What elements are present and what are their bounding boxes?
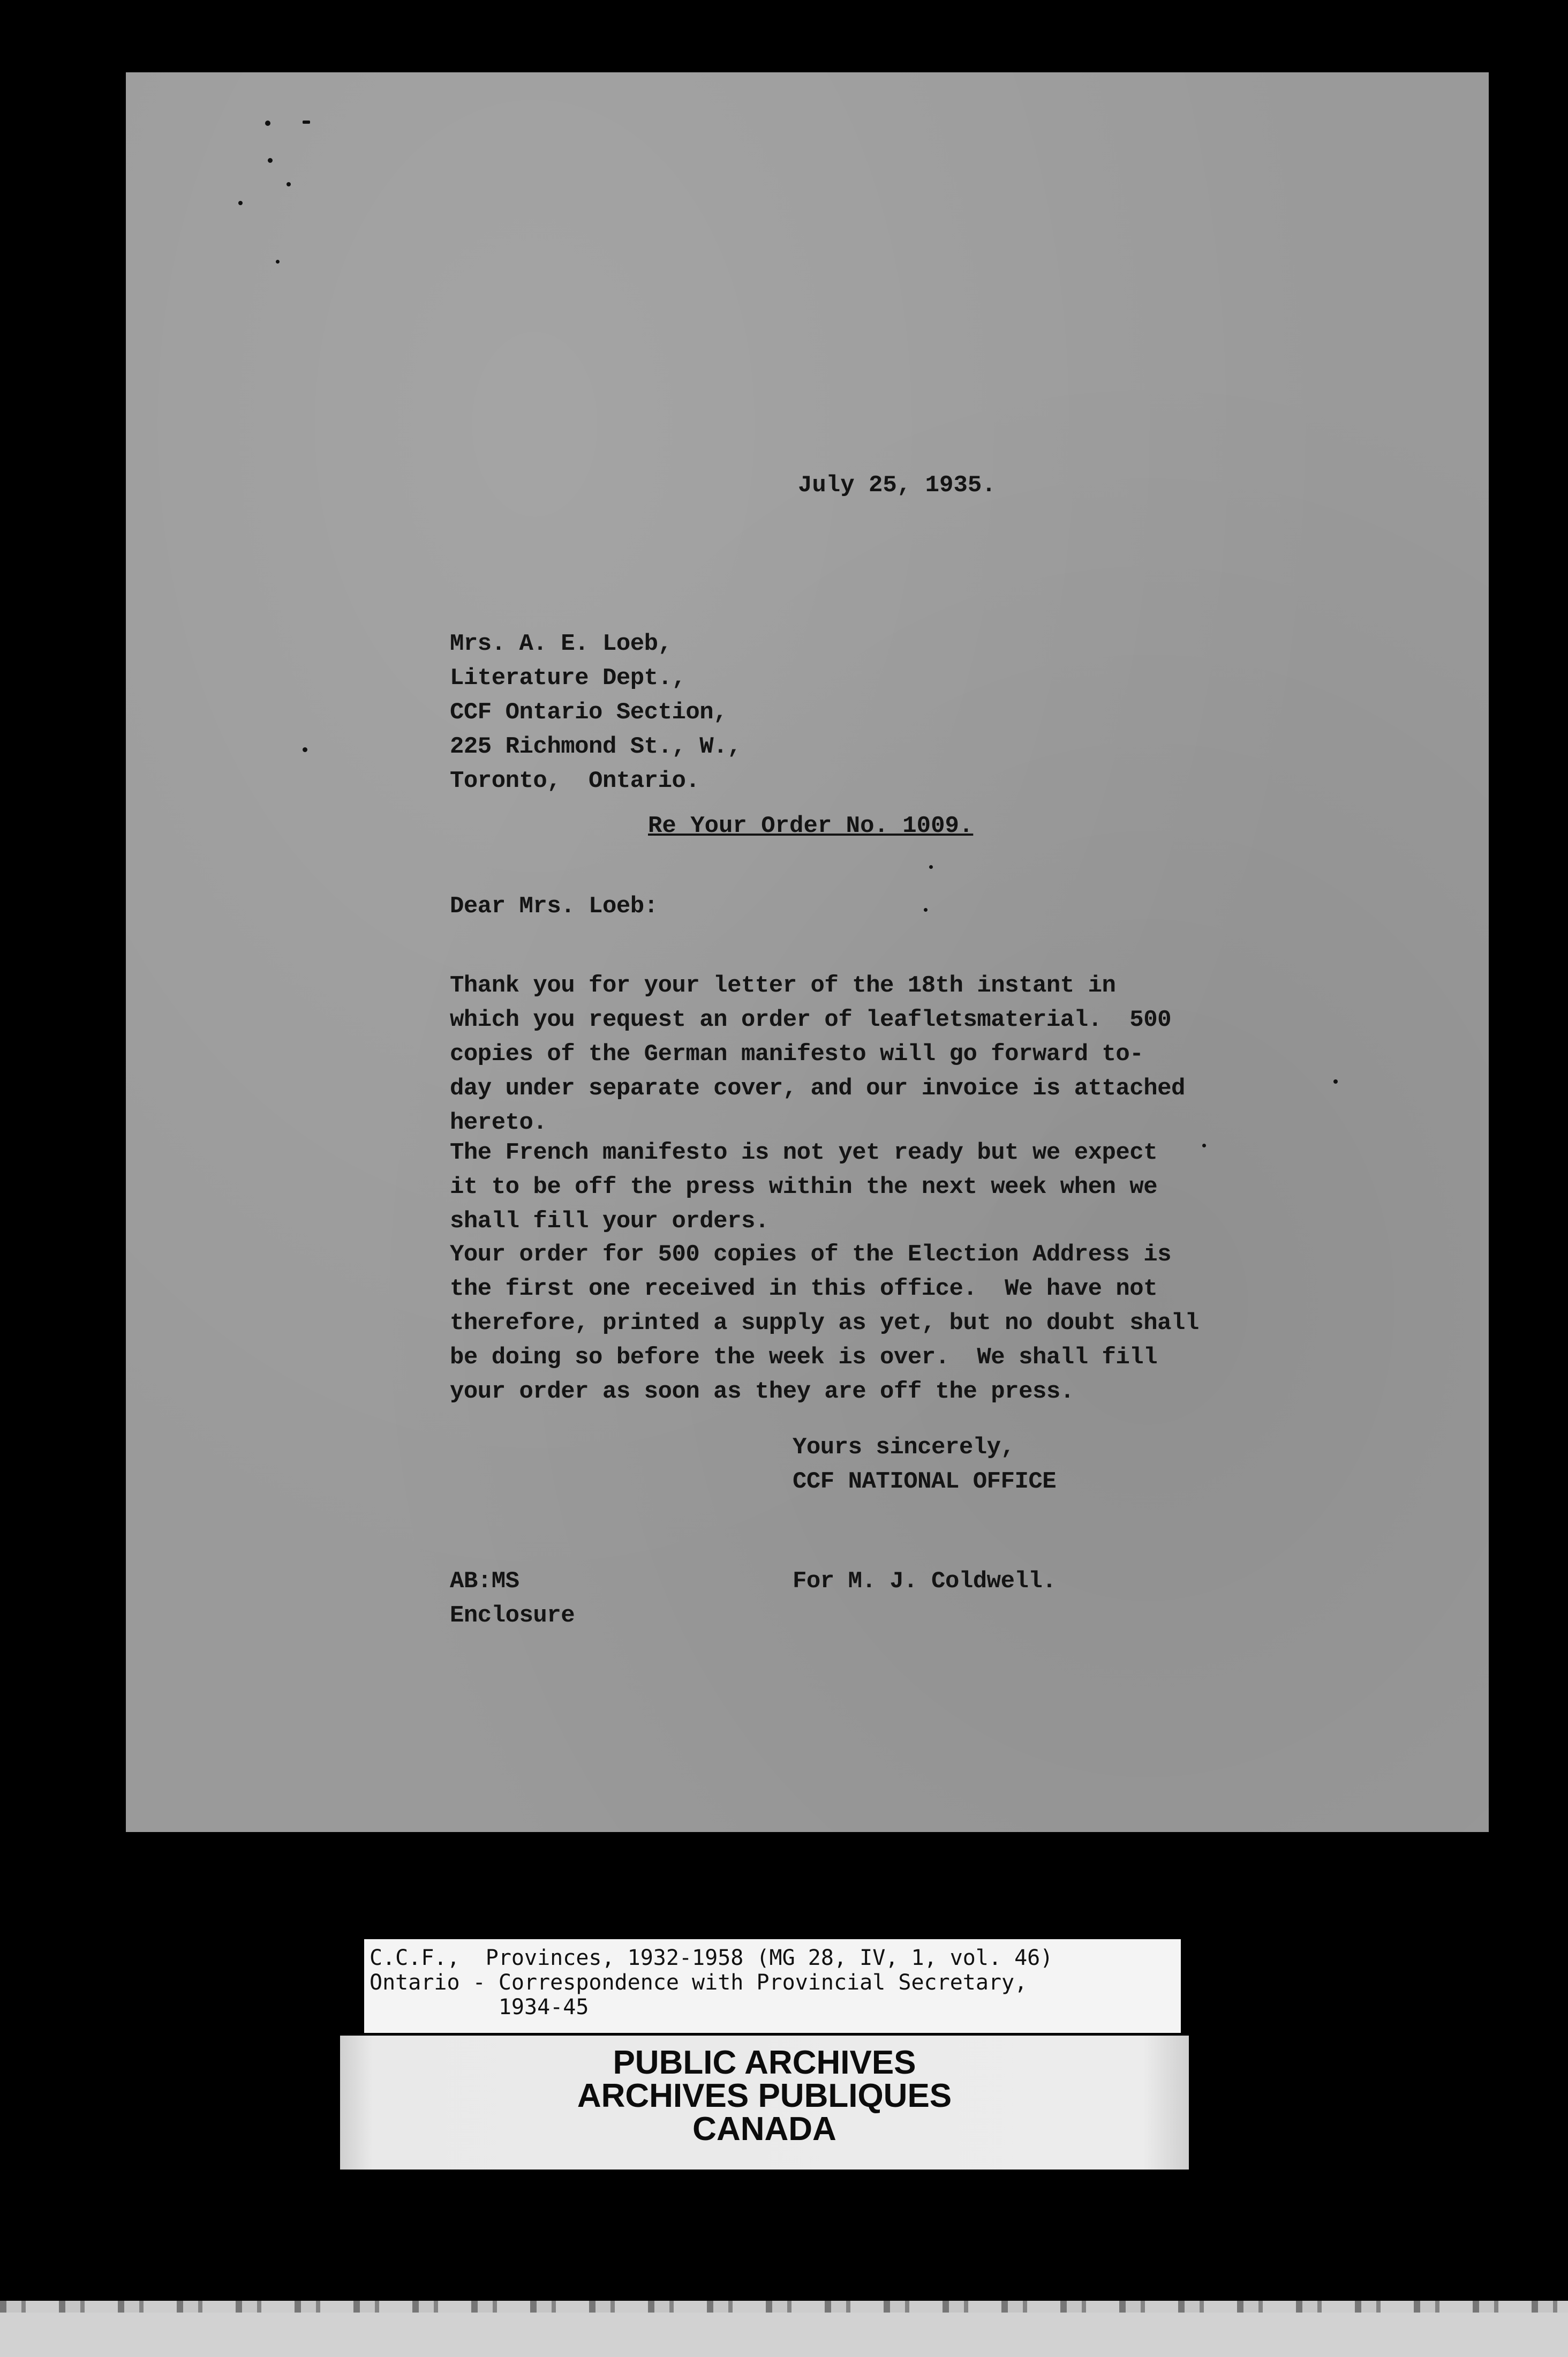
salutation	[450, 889, 658, 924]
scan-speck	[1333, 1079, 1338, 1084]
letter-date: July 25, 1935.	[798, 472, 996, 499]
scan-speck	[238, 201, 243, 205]
archives-stamp	[340, 2036, 1189, 2170]
address-line: CCF Ontario Section,	[450, 699, 728, 726]
archive-label-line: 1934-45	[370, 1995, 589, 2020]
initials: AB:MS	[450, 1568, 519, 1595]
body-line: copies of the German manifesto will go forward to-	[450, 1041, 1144, 1068]
scan-speck	[265, 121, 270, 126]
body-line: The French manifesto is not yet ready but we expect	[450, 1139, 1158, 1166]
archive-label	[364, 1939, 1181, 2033]
reference-initials	[450, 1564, 575, 1633]
scan-speck	[1202, 1144, 1206, 1147]
closing-line: CCF NATIONAL OFFICE	[793, 1468, 1057, 1495]
body-line: your order as soon as they are off the press.	[450, 1378, 1074, 1405]
stamp-line: CANADA	[692, 2111, 836, 2148]
body-line: it to be off the press within the next week when we	[450, 1174, 1158, 1200]
body-line: hereto.	[450, 1109, 547, 1136]
body-line: shall fill your orders.	[450, 1208, 769, 1235]
archive-label-line: Ontario - Correspondence with Provincial Secretary,	[370, 1970, 1028, 1995]
body-paragraph-1	[450, 969, 1185, 1140]
signature-line: For M. J. Coldwell.	[793, 1568, 1057, 1595]
body-line: which you request an order of leafletsmaterial. 500	[450, 1007, 1172, 1033]
body-line: Your order for 500 copies of the Election Address is	[450, 1241, 1172, 1268]
scan-speck	[303, 747, 307, 752]
enclosure-note: Enclosure	[450, 1602, 575, 1629]
body-line: be doing so before the week is over. We shall fill	[450, 1344, 1158, 1371]
stamp-line: ARCHIVES PUBLIQUES	[577, 2077, 952, 2114]
film-edge-noise	[0, 2301, 1568, 2313]
salutation-text: Dear Mrs. Loeb:	[450, 893, 658, 920]
scan-speck	[929, 865, 933, 869]
reference-line: Re Your Order No. 1009.	[648, 813, 974, 839]
body-line: day under separate cover, and our invoice is attached	[450, 1075, 1185, 1102]
scan-speck	[924, 908, 928, 912]
scan-speck	[287, 182, 291, 186]
body-paragraph-3	[450, 1237, 1199, 1409]
stamp-line: PUBLIC ARCHIVES	[613, 2044, 916, 2081]
scan-speck	[303, 121, 310, 124]
recipient-address	[450, 627, 741, 798]
address-line: 225 Richmond St., W.,	[450, 733, 741, 760]
scan-speck	[268, 158, 273, 163]
address-line: Mrs. A. E. Loeb,	[450, 630, 672, 657]
signature-block	[793, 1564, 1056, 1598]
body-line: therefore, printed a supply as yet, but no doubt shall	[450, 1310, 1199, 1337]
address-line: Literature Dept.,	[450, 665, 686, 692]
closing	[793, 1430, 1056, 1499]
closing-line: Yours sincerely,	[793, 1434, 1015, 1461]
body-line: Thank you for your letter of the 18th instant in	[450, 972, 1116, 999]
body-line: the first one received in this office. We have not	[450, 1275, 1158, 1302]
scan-speck	[276, 260, 280, 264]
body-paragraph-2	[450, 1136, 1157, 1238]
archive-label-line: C.C.F., Provinces, 1932-1958 (MG 28, IV, 1, vol. 46)	[370, 1946, 1053, 1970]
address-line: Toronto, Ontario.	[450, 768, 700, 794]
